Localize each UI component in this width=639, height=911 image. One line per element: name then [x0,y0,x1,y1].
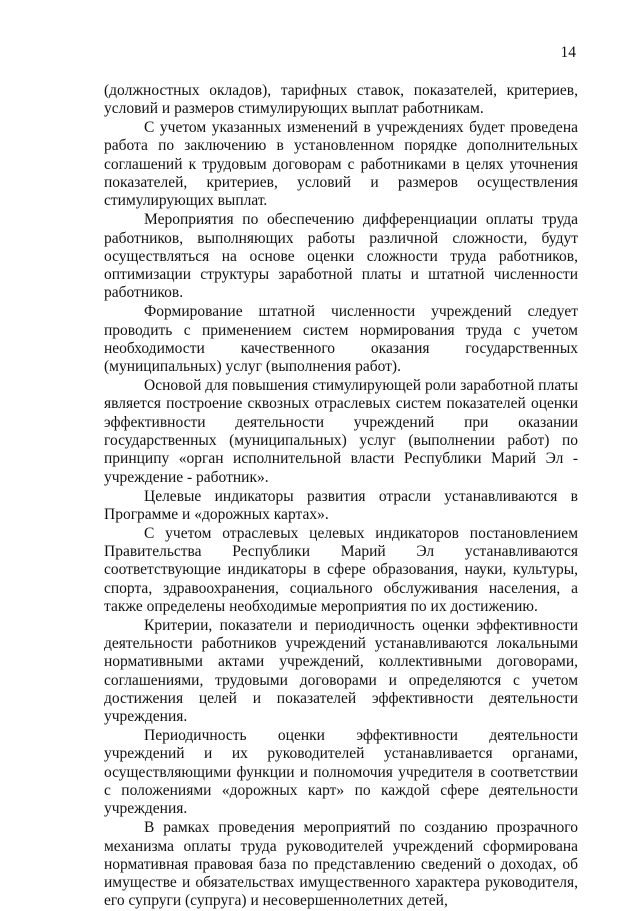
paragraph: Основой для повышения стимулирующей роли заработной платы является построение сквозных отраслевых систем показателей оценки эффективности деятельности учреждений при оказании государственных (муниципальных) услуг (выполнении работ) по принципу «орган исполнительной власти Республики Марий Эл - учреждение - работник». [104,377,578,486]
body-text [104,82,578,911]
paragraph: Мероприятия по обеспечению дифференциации оплаты труда работников, выполняющих работы различной сложности, будут осуществляться на основе оценки сложности труда работников, оптимизации структуры заработной платы и штатной численности работников. [104,211,578,302]
paragraph: (должностных окладов), тарифных ставок, показателей, критериев, условий и размеров стимулирующих выплат работникам. [104,82,578,118]
page-number: 14 [560,44,576,61]
paragraph: Формирование штатной численности учреждений следует проводить с применением систем нормирования труда с учетом необходимости качественного оказания государственных (муниципальных) услуг (выполнения работ). [104,303,578,376]
paragraph: Периодичность оценки эффективности деятельности учреждений и их руководителей устанавливается органами, осуществляющими функции и полномочия учредителя в соответствии с положениями «дорожных карт» по каждой сфере деятельности учреждения. [104,727,578,818]
paragraph: Критерии, показатели и периодичность оценки эффективности деятельности работников учреждений устанавливаются локальными нормативными актами учреждений, коллективными договорами, соглашениями, трудовыми договорами и определяются с учетом достижения целей и показателей эффективности деятельности учреждения. [104,616,578,726]
paragraph: В рамках проведения мероприятий по созданию прозрачного механизма оплаты труда руководителей учреждений сформирована нормативная правовая база по представлению сведений о доходах, об имуществе и обязательствах имущественного характера руководителя, его супруги (супруга) и несовершеннолетних детей, [104,819,578,910]
paragraph: Целевые индикаторы развития отрасли устанавливаются в Программе и «дорожных картах». [104,487,578,523]
paragraph: С учетом отраслевых целевых индикаторов постановлением Правительства Республики Марий Эл устанавливаются соответствующие индикаторы в сфере образования, науки, культуры, спорта, здравоохранения, социального обслуживания населения, а также определены необходимые мероприятия по их достижению. [104,524,578,615]
paragraph: С учетом указанных изменений в учреждениях будет проведена работа по заключению в установленном порядке дополнительных соглашений к трудовым договорам с работниками в целях уточнения показателей, критериев, условий и размеров осуществления стимулирующих выплат. [104,119,578,210]
